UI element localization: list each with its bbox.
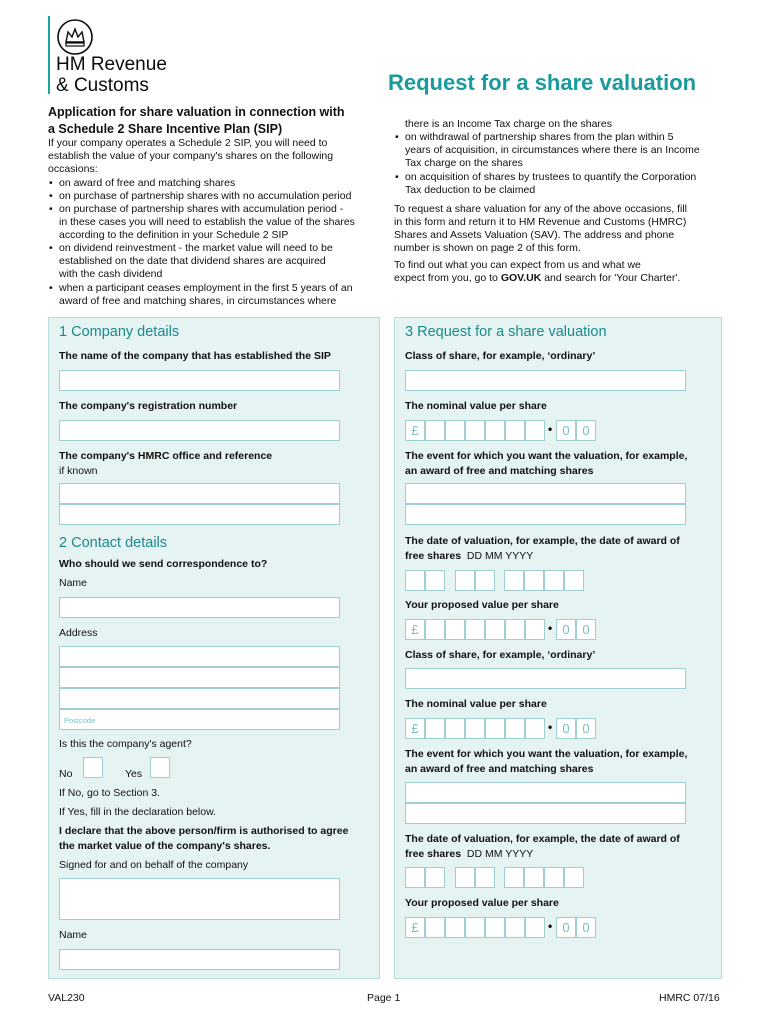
valuation-date-b-month-box-1[interactable]	[455, 867, 475, 888]
valuation-date-label-line1: The date of valuation, for example, the date of award of	[405, 833, 680, 845]
nominal-value-b-digit-box-5[interactable]	[505, 718, 525, 739]
valuation-date-a-year-box-2[interactable]	[524, 570, 544, 591]
if-no-instruction: If No, go to Section 3.	[59, 787, 160, 799]
valuation-date-a-month-box-1[interactable]	[455, 570, 475, 591]
nominal-value-a-digit-box-1[interactable]	[425, 420, 445, 441]
registration-number-label: The company's registration number	[59, 400, 238, 412]
org-name-line2: & Customs	[56, 75, 149, 96]
proposed-value-a-digit-box-4[interactable]	[485, 619, 505, 640]
agent-yes-checkbox[interactable]	[150, 757, 170, 778]
page-title: Request for a share valuation	[388, 70, 697, 95]
request-text-2: in this form and return it to HM Revenue and Customs (HMRC)	[394, 216, 687, 228]
address-label: Address	[59, 627, 98, 639]
proposed-value-b-pound-box[interactable]: £	[405, 917, 425, 938]
valuation-date-label-line2: free shares DD MM YYYY	[405, 550, 534, 562]
form-version: HMRC 07/16	[659, 992, 720, 1004]
nominal-value-a-digit-box-6[interactable]	[525, 420, 545, 441]
nominal-value-a-pound-box[interactable]: £	[405, 420, 425, 441]
address-field-line2[interactable]	[59, 667, 340, 688]
nominal-value-b-digit-box-4[interactable]	[485, 718, 505, 739]
nominal-value-a-digit-box-3[interactable]	[465, 420, 485, 441]
valuation-date-label-line2: free shares DD MM YYYY	[405, 848, 534, 860]
proposed-value-b-digit-box-2[interactable]	[445, 917, 465, 938]
nominal-value-b-decimal-point: •	[548, 720, 553, 734]
intro-lead-2: establish the value of your company's shares on the following	[48, 150, 334, 162]
intro-lead-1: If your company operates a Schedule 2 SIP, you will need to	[48, 137, 328, 149]
valuation-date-b-day-box-1[interactable]	[405, 867, 425, 888]
proposed-value-b-decimal-point: •	[548, 919, 553, 933]
if-yes-instruction: If Yes, fill in the declaration below.	[59, 806, 217, 818]
share-class-field[interactable]	[405, 370, 686, 391]
intro-bullet: • on purchase of partnership shares with accumulation period - in these cases you will need to establish the value of the shares according to the definition in your Schedule 2 SIP	[48, 203, 355, 242]
section1-title: 1 Company details	[59, 324, 180, 340]
intro-bullet: • on dividend reinvestment - the market value will need to be established on the date that dividend shares are acquired with the cash dividend	[48, 242, 333, 281]
royal-crest-icon	[56, 18, 94, 56]
proposed-value-a-digit-box-1[interactable]	[425, 619, 445, 640]
nominal-value-b-pence-box-1[interactable]: 0	[556, 718, 576, 739]
proposed-value-b-digit-box-6[interactable]	[525, 917, 545, 938]
proposed-value-b-digit-box-5[interactable]	[505, 917, 525, 938]
intro-lead-3: occasions:	[48, 163, 98, 175]
proposed-value-a-digit-box-3[interactable]	[465, 619, 485, 640]
intro-heading-line1: Application for share valuation in connection with	[48, 105, 345, 119]
nominal-value-b-digit-box-2[interactable]	[445, 718, 465, 739]
nominal-value-a-pence-box-1[interactable]: 0	[556, 420, 576, 441]
share-class-label: Class of share, for example, ‘ordinary’	[405, 350, 596, 362]
share-class-label: Class of share, for example, ‘ordinary’	[405, 649, 596, 661]
nominal-value-b-digit-box-1[interactable]	[425, 718, 445, 739]
nominal-value-a-digit-box-4[interactable]	[485, 420, 505, 441]
proposed-value-b-digit-box-3[interactable]	[465, 917, 485, 938]
valuation-date-a-day-box-2[interactable]	[425, 570, 445, 591]
proposed-value-a-decimal-point: •	[548, 621, 553, 635]
declaration-line1: I declare that the above person/firm is authorised to agree	[59, 825, 349, 837]
proposed-value-a-digit-box-5[interactable]	[505, 619, 525, 640]
name-label: Name	[59, 577, 88, 589]
nominal-value-b-digit-box-3[interactable]	[465, 718, 485, 739]
correspondence-question: Who should we send correspondence to?	[59, 558, 268, 570]
nominal-value-label: The nominal value per share	[405, 698, 547, 710]
event-field-line1[interactable]	[405, 483, 686, 504]
govuk-link[interactable]: GOV.UK	[500, 272, 542, 284]
yes-label: Yes	[125, 768, 143, 780]
event-field-2-line2[interactable]	[405, 803, 686, 824]
valuation-date-b-year-box-3[interactable]	[544, 867, 564, 888]
proposed-value-a-pound-box[interactable]: £	[405, 619, 425, 640]
signatory-name-field[interactable]	[59, 949, 340, 970]
agent-no-checkbox[interactable]	[83, 757, 103, 778]
intro-bullet: • on withdrawal of partnership shares from the plan within 5 years of acquisition, in circumstances where there is an Income Tax charge on the shares	[394, 131, 700, 170]
nominal-value-a-digit-box-2[interactable]	[445, 420, 465, 441]
event-field-2-line1[interactable]	[405, 782, 686, 803]
event-label-line2: an award of free and matching shares	[405, 465, 594, 477]
nominal-value-b-digit-box-6[interactable]	[525, 718, 545, 739]
logo-divider	[48, 16, 50, 94]
valuation-date-a-day-box-1[interactable]	[405, 570, 425, 591]
declaration-line2: the market value of the company's shares.	[59, 840, 271, 852]
share-class-field-2[interactable]	[405, 668, 686, 689]
intro-heading-line2: a Schedule 2 Share Incentive Plan (SIP)	[48, 122, 283, 136]
proposed-value-label: Your proposed value per share	[405, 897, 559, 909]
hmrc-office-label: The company's HMRC office and reference	[59, 450, 273, 462]
postcode-field[interactable]: Postcode	[59, 709, 340, 730]
agent-question: Is this the company's agent?	[59, 738, 192, 750]
form-code: VAL230	[48, 992, 85, 1004]
proposed-value-a-digit-box-6[interactable]	[525, 619, 545, 640]
nominal-value-a-decimal-point: •	[548, 422, 553, 436]
valuation-date-b-year-box-4[interactable]	[564, 867, 584, 888]
proposed-value-b-digit-box-1[interactable]	[425, 917, 445, 938]
company-name-label: The name of the company that has established the SIP	[59, 350, 331, 362]
valuation-date-a-year-box-3[interactable]	[544, 570, 564, 591]
request-text-4: number is shown on page 2 of this form.	[394, 242, 581, 254]
valuation-date-a-year-box-1[interactable]	[504, 570, 524, 591]
proposed-value-b-pence-box-2[interactable]: 0	[576, 917, 596, 938]
nominal-value-b-pound-box[interactable]: £	[405, 718, 425, 739]
charter-text-2: expect from you, go to GOV.UK and search for 'Your Charter'.	[394, 272, 681, 284]
proposed-value-label: Your proposed value per share	[405, 599, 559, 611]
proposed-value-a-pence-box-2[interactable]: 0	[576, 619, 596, 640]
no-label: No	[59, 768, 73, 780]
contact-name-field[interactable]	[59, 597, 340, 618]
charter-text-1: To find out what you can expect from us and what we	[394, 259, 641, 271]
page-number: Page 1	[367, 992, 401, 1004]
intro-bullet: • on purchase of partnership shares with no accumulation period	[48, 190, 351, 203]
intro-bullet: • on acquisition of shares by trustees to quantify the Corporation Tax deduction to be claimed	[394, 171, 696, 197]
hmrc-office-field-line2[interactable]	[59, 504, 340, 525]
request-text-1: To request a share valuation for any of the above occasions, fill	[394, 203, 688, 215]
valuation-date-b-day-box-2[interactable]	[425, 867, 445, 888]
org-name-line1: HM Revenue	[56, 54, 167, 75]
valuation-date-b-month-box-2[interactable]	[475, 867, 495, 888]
signature-field[interactable]	[59, 878, 340, 920]
nominal-value-b-pence-box-2[interactable]: 0	[576, 718, 596, 739]
section3-title: 3 Request for a share valuation	[405, 324, 607, 340]
intro-continuation: there is an Income Tax charge on the shares	[405, 118, 613, 130]
proposed-value-a-pence-box-1[interactable]: 0	[556, 619, 576, 640]
proposed-value-b-pence-box-1[interactable]: 0	[556, 917, 576, 938]
intro-bullet: • on award of free and matching shares	[48, 177, 235, 190]
valuation-date-b-year-box-2[interactable]	[524, 867, 544, 888]
section2-title: 2 Contact details	[59, 535, 168, 551]
name2-label: Name	[59, 929, 88, 941]
company-name-field[interactable]	[59, 370, 340, 391]
event-field-line2[interactable]	[405, 504, 686, 525]
valuation-date-a-year-box-4[interactable]	[564, 570, 584, 591]
event-label-line2: an award of free and matching shares	[405, 763, 594, 775]
request-text-3: Shares and Assets Valuation (SAV). The address and phone	[394, 229, 675, 241]
intro-bullet: • when a participant ceases employment in the first 5 years of an award of free and matching shares, in circumstances where	[48, 282, 353, 308]
proposed-value-b-digit-box-4[interactable]	[485, 917, 505, 938]
valuation-date-a-month-box-2[interactable]	[475, 570, 495, 591]
valuation-date-label-line1: The date of valuation, for example, the date of award of	[405, 535, 680, 547]
valuation-date-b-year-box-1[interactable]	[504, 867, 524, 888]
proposed-value-a-digit-box-2[interactable]	[445, 619, 465, 640]
nominal-value-a-pence-box-2[interactable]: 0	[576, 420, 596, 441]
nominal-value-a-digit-box-5[interactable]	[505, 420, 525, 441]
registration-number-field[interactable]	[59, 420, 340, 441]
address-field-line1[interactable]	[59, 646, 340, 667]
event-label-line1: The event for which you want the valuation, for example,	[405, 748, 688, 760]
signed-label: Signed for and on behalf of the company	[59, 859, 249, 871]
hmrc-office-hint: if known	[59, 465, 98, 477]
event-label-line1: The event for which you want the valuation, for example,	[405, 450, 688, 462]
address-field-line3[interactable]	[59, 688, 340, 709]
nominal-value-label: The nominal value per share	[405, 400, 547, 412]
hmrc-office-field-line1[interactable]	[59, 483, 340, 504]
